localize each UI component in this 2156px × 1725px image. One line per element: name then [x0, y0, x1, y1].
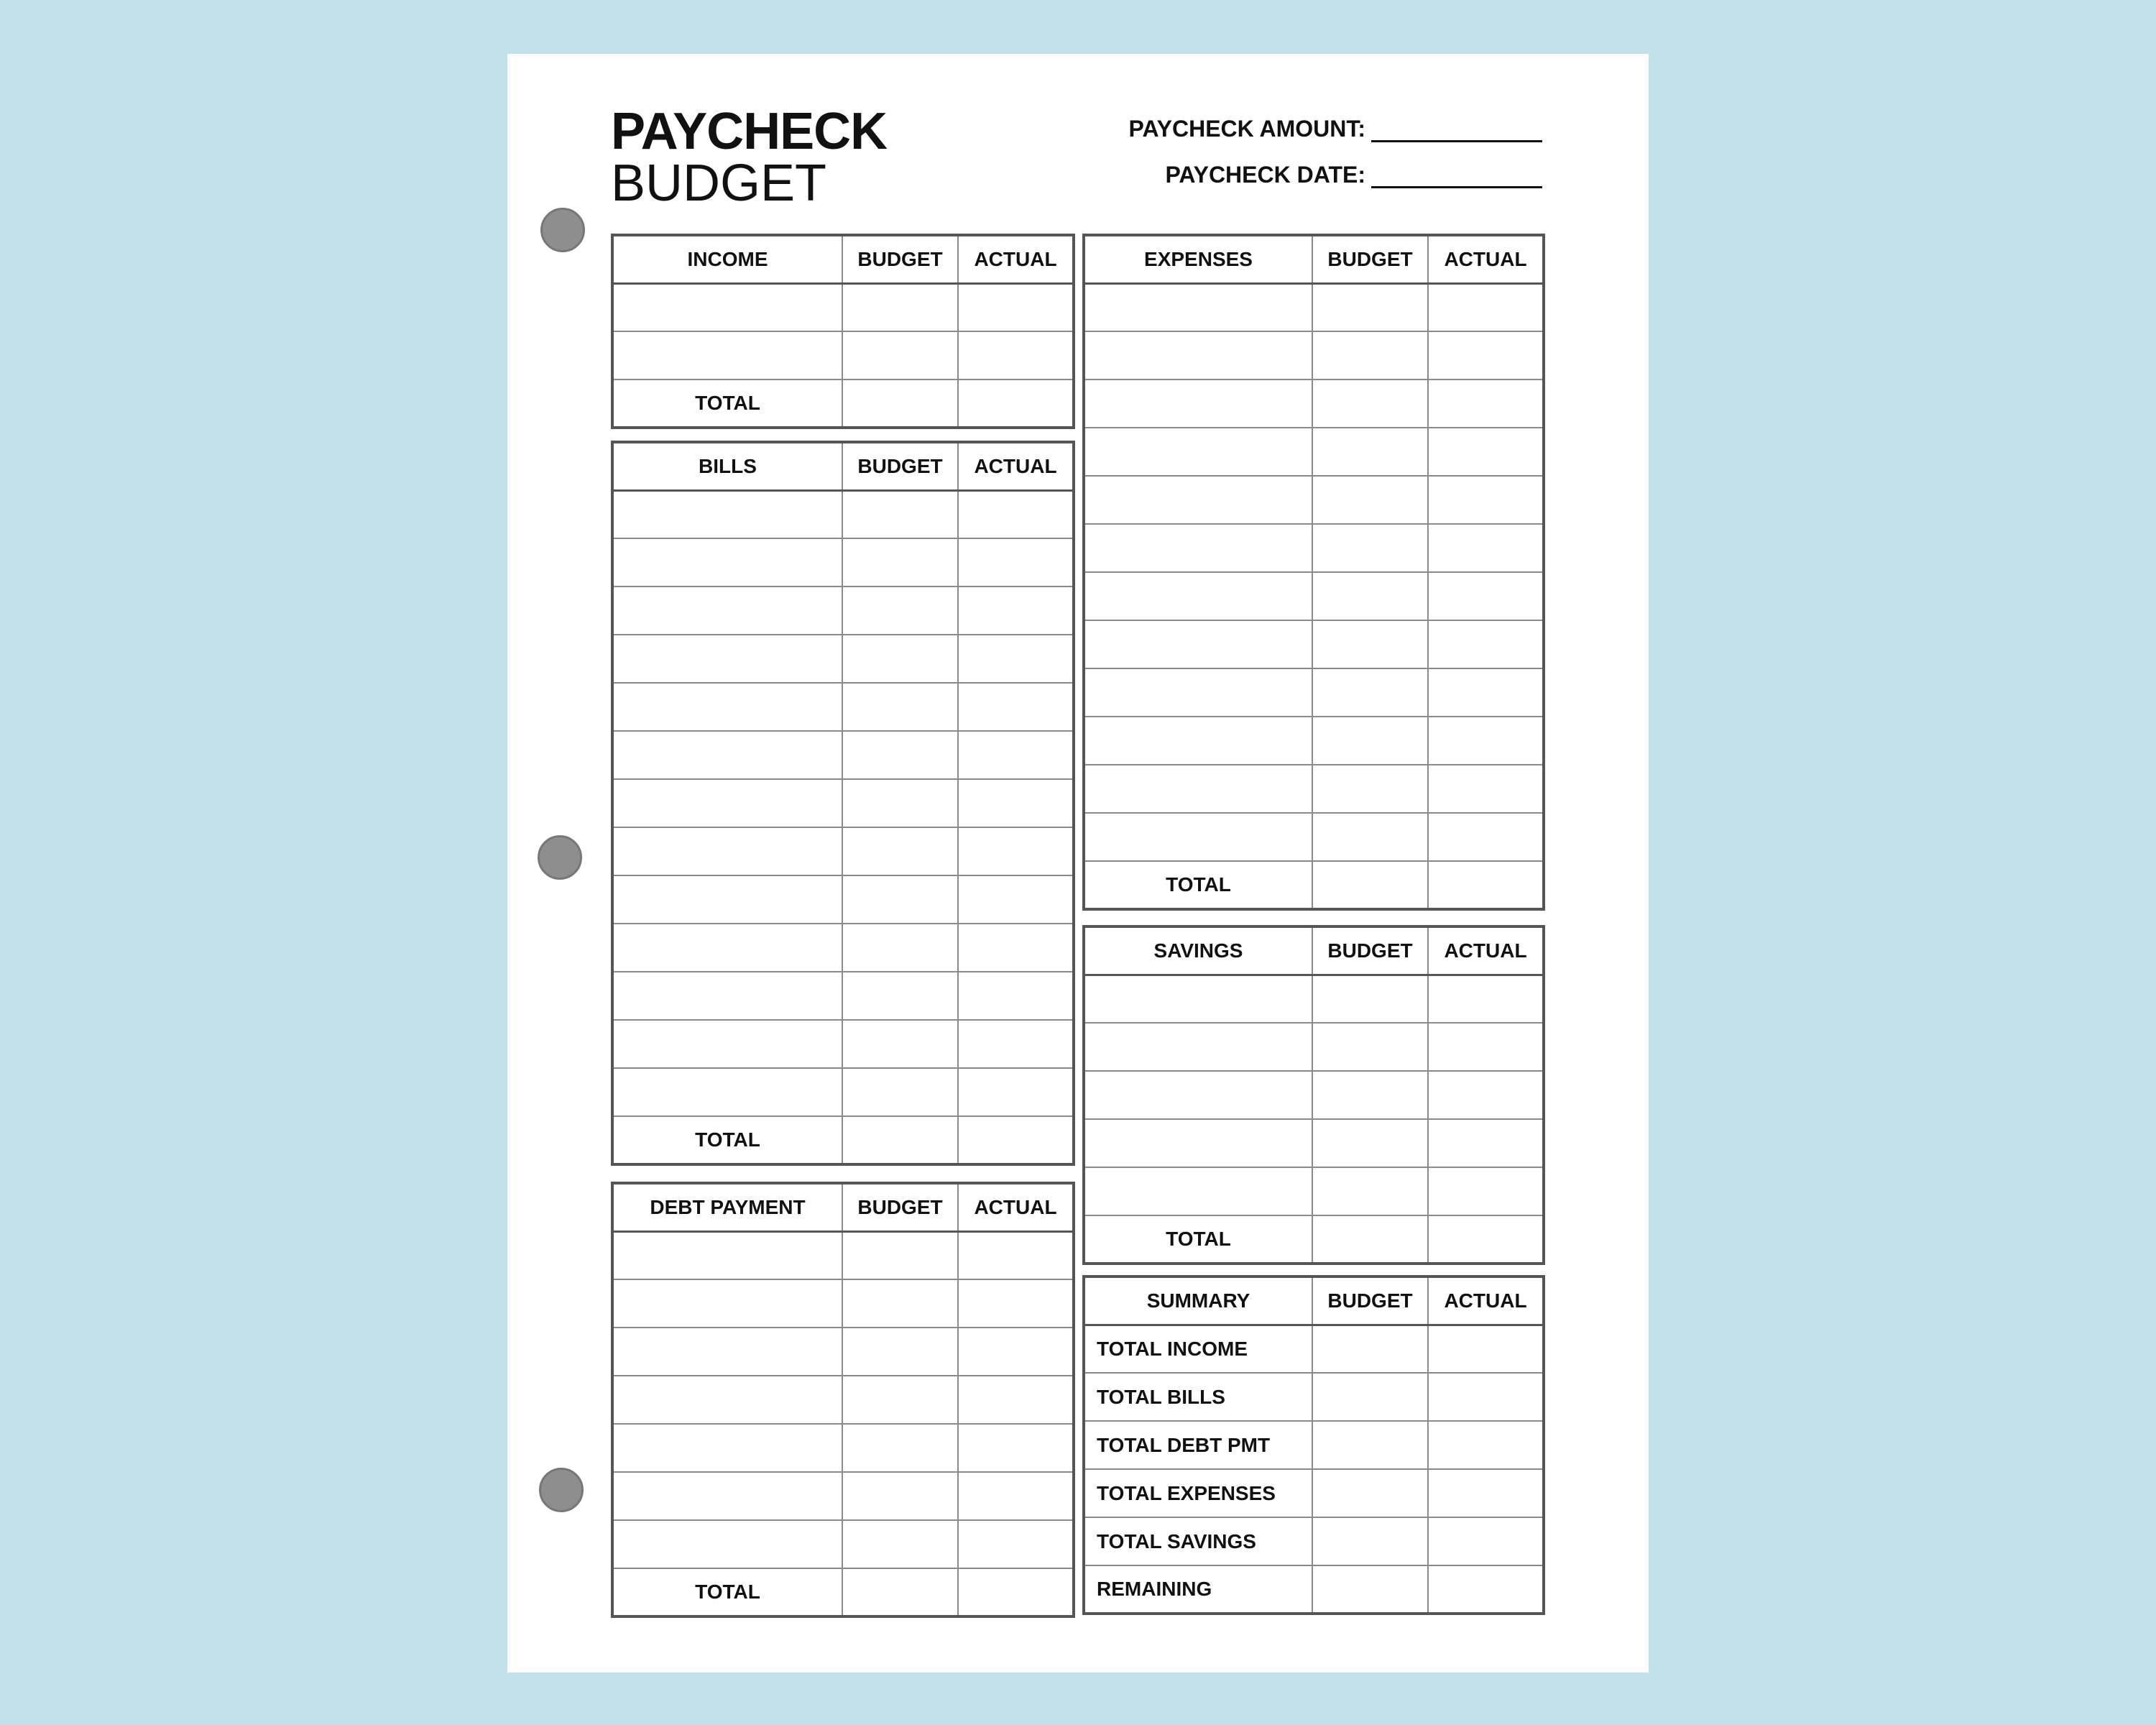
expenses-total-budget-cell[interactable] [1312, 861, 1428, 909]
bills-actual-cell[interactable] [958, 779, 1074, 827]
savings-total-row [1084, 1215, 1544, 1264]
title-line-1: PAYCHECK [611, 103, 888, 160]
bills-budget-header: BUDGET [842, 442, 958, 490]
debt-total-budget-cell[interactable] [842, 1568, 958, 1616]
expenses-item-cell[interactable] [1084, 476, 1312, 524]
summary-budget-cell[interactable] [1312, 1325, 1428, 1373]
savings-budget-cell[interactable] [1312, 1167, 1428, 1215]
paycheck-amount-field [1129, 116, 1543, 142]
summary-actual-cell[interactable] [1428, 1373, 1544, 1421]
title-line-2: BUDGET [611, 155, 827, 212]
bills-item-cell[interactable] [612, 490, 842, 538]
expenses-actual-cell[interactable] [1428, 331, 1544, 380]
summary-header: SUMMARY [1084, 1276, 1312, 1325]
bills-total-actual-cell[interactable] [958, 1116, 1074, 1164]
expenses-item-cell[interactable] [1084, 380, 1312, 428]
bills-row [612, 827, 1074, 875]
debt-header: DEBT PAYMENT [612, 1183, 842, 1231]
bills-row [612, 635, 1074, 683]
summary-actual-header: ACTUAL [1428, 1276, 1544, 1325]
bills-row [612, 972, 1074, 1020]
debt-budget-cell[interactable] [842, 1520, 958, 1568]
income-budget-header: BUDGET [842, 235, 958, 283]
expenses-row [1084, 813, 1544, 861]
bills-item-cell[interactable] [612, 972, 842, 1020]
savings-row [1084, 975, 1544, 1023]
summary-row-label: TOTAL DEBT PMT [1084, 1421, 1312, 1469]
expenses-item-cell[interactable] [1084, 765, 1312, 813]
debt-actual-cell[interactable] [958, 1328, 1074, 1376]
savings-budget-cell[interactable] [1312, 1071, 1428, 1119]
punch-hole-top [540, 208, 585, 252]
debt-budget-cell[interactable] [842, 1376, 958, 1424]
income-budget-cell[interactable] [842, 283, 958, 331]
debt-row [612, 1520, 1074, 1568]
bills-row [612, 586, 1074, 635]
bills-budget-cell[interactable] [842, 586, 958, 635]
expenses-header: EXPENSES [1084, 235, 1312, 283]
bills-row [612, 875, 1074, 924]
summary-row [1084, 1421, 1544, 1469]
summary-row [1084, 1373, 1544, 1421]
bills-budget-cell[interactable] [842, 490, 958, 538]
paycheck-date-label: PAYCHECK DATE: [1165, 162, 1365, 188]
income-actual-cell[interactable] [958, 331, 1074, 380]
summary-row-label: TOTAL EXPENSES [1084, 1469, 1312, 1517]
expenses-item-cell[interactable] [1084, 283, 1312, 331]
bills-budget-cell[interactable] [842, 875, 958, 924]
debt-actual-cell[interactable] [958, 1376, 1074, 1424]
summary-budget-header: BUDGET [1312, 1276, 1428, 1325]
expenses-budget-header: BUDGET [1312, 235, 1428, 283]
expenses-row [1084, 524, 1544, 572]
expenses-budget-cell[interactable] [1312, 813, 1428, 861]
expenses-actual-cell[interactable] [1428, 476, 1544, 524]
expenses-actual-cell[interactable] [1428, 813, 1544, 861]
debt-total-label: TOTAL [612, 1568, 842, 1616]
bills-item-cell[interactable] [612, 635, 842, 683]
bills-item-cell[interactable] [612, 731, 842, 779]
debt-row [612, 1472, 1074, 1520]
summary-budget-cell[interactable] [1312, 1421, 1428, 1469]
debt-actual-cell[interactable] [958, 1520, 1074, 1568]
punch-hole-bottom [539, 1468, 584, 1512]
income-actual-cell[interactable] [958, 283, 1074, 331]
savings-actual-cell[interactable] [1428, 1119, 1544, 1167]
expenses-row [1084, 476, 1544, 524]
expenses-budget-cell[interactable] [1312, 572, 1428, 620]
bills-item-cell[interactable] [612, 586, 842, 635]
income-total-row [612, 380, 1074, 428]
bills-actual-header: ACTUAL [958, 442, 1074, 490]
bills-row [612, 779, 1074, 827]
expenses-total-actual-cell[interactable] [1428, 861, 1544, 909]
savings-actual-cell[interactable] [1428, 1167, 1544, 1215]
income-total-actual-cell[interactable] [958, 380, 1074, 428]
expenses-actual-cell[interactable] [1428, 380, 1544, 428]
paycheck-amount-blank[interactable] [1371, 119, 1542, 142]
summary-budget-cell[interactable] [1312, 1373, 1428, 1421]
debt-item-cell[interactable] [612, 1520, 842, 1568]
savings-row [1084, 1071, 1544, 1119]
bills-actual-cell[interactable] [958, 1068, 1074, 1116]
debt-row [612, 1376, 1074, 1424]
bills-item-cell[interactable] [612, 1068, 842, 1116]
debt-budget-cell[interactable] [842, 1279, 958, 1328]
expenses-budget-cell[interactable] [1312, 380, 1428, 428]
summary-row-label: TOTAL SAVINGS [1084, 1517, 1312, 1565]
debt-actual-cell[interactable] [958, 1279, 1074, 1328]
expenses-item-cell[interactable] [1084, 524, 1312, 572]
bills-total-label: TOTAL [612, 1116, 842, 1164]
expenses-budget-cell[interactable] [1312, 620, 1428, 668]
savings-actual-cell[interactable] [1428, 1023, 1544, 1071]
bills-actual-cell[interactable] [958, 924, 1074, 972]
expenses-row [1084, 765, 1544, 813]
bills-item-cell[interactable] [612, 779, 842, 827]
bills-row [612, 924, 1074, 972]
expenses-budget-cell[interactable] [1312, 331, 1428, 380]
summary-row-label: TOTAL INCOME [1084, 1325, 1312, 1373]
income-header: INCOME [612, 235, 842, 283]
expenses-budget-cell[interactable] [1312, 765, 1428, 813]
debt-budget-cell[interactable] [842, 1472, 958, 1520]
bills-item-cell[interactable] [612, 924, 842, 972]
expenses-item-cell[interactable] [1084, 717, 1312, 765]
bills-table [611, 441, 1075, 1166]
savings-row [1084, 1167, 1544, 1215]
paycheck-amount-label: PAYCHECK AMOUNT: [1128, 116, 1365, 142]
bills-actual-cell[interactable] [958, 972, 1074, 1020]
paycheck-date-blank[interactable] [1371, 165, 1542, 188]
savings-budget-header: BUDGET [1312, 926, 1428, 975]
debt-item-cell[interactable] [612, 1231, 842, 1279]
summary-actual-cell[interactable] [1428, 1469, 1544, 1517]
page-title [611, 103, 888, 212]
bills-budget-cell[interactable] [842, 972, 958, 1020]
savings-row [1084, 1119, 1544, 1167]
expenses-row [1084, 668, 1544, 717]
expenses-row [1084, 717, 1544, 765]
bills-row [612, 731, 1074, 779]
bills-row [612, 1068, 1074, 1116]
bills-total-budget-cell[interactable] [842, 1116, 958, 1164]
debt-actual-cell[interactable] [958, 1231, 1074, 1279]
debt-item-cell[interactable] [612, 1376, 842, 1424]
savings-budget-cell[interactable] [1312, 1023, 1428, 1071]
debt-total-actual-cell[interactable] [958, 1568, 1074, 1616]
summary-row [1084, 1517, 1544, 1565]
savings-total-label: TOTAL [1084, 1215, 1312, 1264]
summary-actual-cell[interactable] [1428, 1565, 1544, 1614]
debt-budget-header: BUDGET [842, 1183, 958, 1231]
paycheck-date-field [1165, 162, 1542, 188]
summary-table [1082, 1275, 1545, 1615]
expenses-actual-header: ACTUAL [1428, 235, 1544, 283]
expenses-row [1084, 428, 1544, 476]
savings-total-budget-cell[interactable] [1312, 1215, 1428, 1264]
expenses-actual-cell[interactable] [1428, 524, 1544, 572]
bills-row [612, 683, 1074, 731]
punch-hole-middle [538, 835, 582, 880]
expenses-total-label: TOTAL [1084, 861, 1312, 909]
summary-actual-cell[interactable] [1428, 1517, 1544, 1565]
expenses-row [1084, 620, 1544, 668]
bills-total-row [612, 1116, 1074, 1164]
bills-budget-cell[interactable] [842, 683, 958, 731]
debt-payment-table [611, 1182, 1075, 1618]
expenses-row [1084, 283, 1544, 331]
expenses-actual-cell[interactable] [1428, 717, 1544, 765]
debt-item-cell[interactable] [612, 1328, 842, 1376]
bills-budget-cell[interactable] [842, 1068, 958, 1116]
expenses-item-cell[interactable] [1084, 813, 1312, 861]
expenses-actual-cell[interactable] [1428, 765, 1544, 813]
bills-row [612, 490, 1074, 538]
income-item-cell[interactable] [612, 283, 842, 331]
bills-budget-cell[interactable] [842, 731, 958, 779]
bills-row [612, 1020, 1074, 1068]
summary-budget-cell[interactable] [1312, 1517, 1428, 1565]
income-budget-cell[interactable] [842, 331, 958, 380]
savings-actual-cell[interactable] [1428, 1071, 1544, 1119]
savings-budget-cell[interactable] [1312, 1119, 1428, 1167]
expenses-budget-cell[interactable] [1312, 428, 1428, 476]
savings-item-cell[interactable] [1084, 1023, 1312, 1071]
savings-item-cell[interactable] [1084, 975, 1312, 1023]
planner-sheet [507, 54, 1649, 1673]
debt-item-cell[interactable] [612, 1472, 842, 1520]
expenses-row [1084, 572, 1544, 620]
expenses-actual-cell[interactable] [1428, 283, 1544, 331]
debt-actual-cell[interactable] [958, 1472, 1074, 1520]
expenses-row [1084, 331, 1544, 380]
bills-header: BILLS [612, 442, 842, 490]
bills-row [612, 538, 1074, 586]
bills-actual-cell[interactable] [958, 683, 1074, 731]
expenses-row [1084, 380, 1544, 428]
expenses-actual-cell[interactable] [1428, 668, 1544, 717]
expenses-item-cell[interactable] [1084, 428, 1312, 476]
debt-item-cell[interactable] [612, 1424, 842, 1472]
expenses-actual-cell[interactable] [1428, 620, 1544, 668]
debt-row [612, 1424, 1074, 1472]
bills-actual-cell[interactable] [958, 490, 1074, 538]
savings-budget-cell[interactable] [1312, 975, 1428, 1023]
summary-row-label: REMAINING [1084, 1565, 1312, 1614]
debt-budget-cell[interactable] [842, 1231, 958, 1279]
expenses-actual-cell[interactable] [1428, 428, 1544, 476]
savings-actual-header: ACTUAL [1428, 926, 1544, 975]
bills-item-cell[interactable] [612, 827, 842, 875]
bills-budget-cell[interactable] [842, 1020, 958, 1068]
bills-budget-cell[interactable] [842, 635, 958, 683]
income-total-label: TOTAL [612, 380, 842, 428]
summary-budget-cell[interactable] [1312, 1469, 1428, 1517]
bills-actual-cell[interactable] [958, 1020, 1074, 1068]
expenses-total-row [1084, 861, 1544, 909]
summary-actual-cell[interactable] [1428, 1421, 1544, 1469]
debt-budget-cell[interactable] [842, 1328, 958, 1376]
debt-row [612, 1279, 1074, 1328]
bills-budget-cell[interactable] [842, 827, 958, 875]
savings-actual-cell[interactable] [1428, 975, 1544, 1023]
bills-actual-cell[interactable] [958, 586, 1074, 635]
summary-budget-cell[interactable] [1312, 1565, 1428, 1614]
bills-budget-cell[interactable] [842, 779, 958, 827]
bills-budget-cell[interactable] [842, 924, 958, 972]
summary-row [1084, 1469, 1544, 1517]
bills-actual-cell[interactable] [958, 635, 1074, 683]
savings-item-cell[interactable] [1084, 1071, 1312, 1119]
income-row [612, 331, 1074, 380]
bills-actual-cell[interactable] [958, 875, 1074, 924]
expenses-budget-cell[interactable] [1312, 524, 1428, 572]
savings-header: SAVINGS [1084, 926, 1312, 975]
summary-actual-cell[interactable] [1428, 1325, 1544, 1373]
summary-row [1084, 1325, 1544, 1373]
expenses-actual-cell[interactable] [1428, 572, 1544, 620]
income-total-budget-cell[interactable] [842, 380, 958, 428]
bills-budget-cell[interactable] [842, 538, 958, 586]
bills-actual-cell[interactable] [958, 731, 1074, 779]
debt-row [612, 1231, 1074, 1279]
debt-actual-header: ACTUAL [958, 1183, 1074, 1231]
summary-row-label: TOTAL BILLS [1084, 1373, 1312, 1421]
income-table [611, 234, 1075, 429]
expenses-item-cell[interactable] [1084, 620, 1312, 668]
expenses-item-cell[interactable] [1084, 668, 1312, 717]
bills-item-cell[interactable] [612, 1020, 842, 1068]
expenses-budget-cell[interactable] [1312, 476, 1428, 524]
income-actual-header: ACTUAL [958, 235, 1074, 283]
bills-item-cell[interactable] [612, 875, 842, 924]
bills-actual-cell[interactable] [958, 827, 1074, 875]
debt-total-row [612, 1568, 1074, 1616]
income-item-cell[interactable] [612, 331, 842, 380]
expenses-table [1082, 234, 1545, 911]
bills-actual-cell[interactable] [958, 538, 1074, 586]
debt-actual-cell[interactable] [958, 1424, 1074, 1472]
savings-total-actual-cell[interactable] [1428, 1215, 1544, 1264]
expenses-budget-cell[interactable] [1312, 668, 1428, 717]
debt-row [612, 1328, 1074, 1376]
debt-budget-cell[interactable] [842, 1424, 958, 1472]
savings-item-cell[interactable] [1084, 1119, 1312, 1167]
savings-table [1082, 925, 1545, 1265]
savings-row [1084, 1023, 1544, 1071]
bills-item-cell[interactable] [612, 538, 842, 586]
debt-item-cell[interactable] [612, 1279, 842, 1328]
expenses-budget-cell[interactable] [1312, 717, 1428, 765]
expenses-item-cell[interactable] [1084, 572, 1312, 620]
bills-item-cell[interactable] [612, 683, 842, 731]
expenses-item-cell[interactable] [1084, 331, 1312, 380]
income-row [612, 283, 1074, 331]
savings-item-cell[interactable] [1084, 1167, 1312, 1215]
expenses-budget-cell[interactable] [1312, 283, 1428, 331]
summary-row [1084, 1565, 1544, 1614]
